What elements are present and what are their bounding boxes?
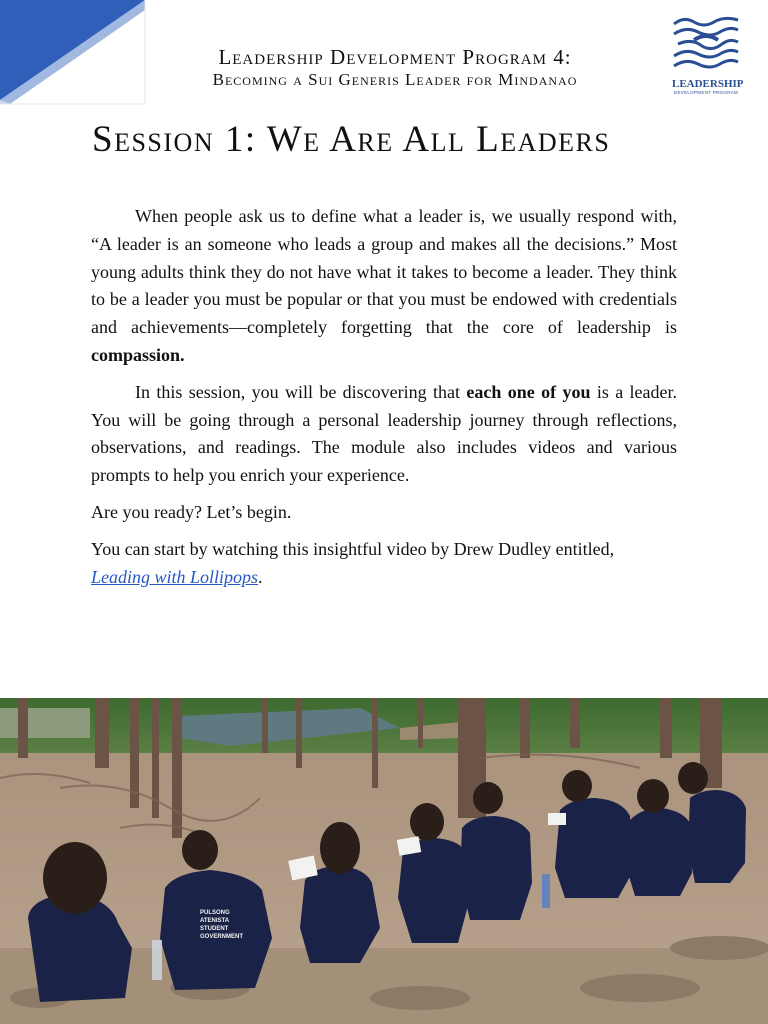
shirt-text-4: GOVERNMENT: [200, 934, 244, 940]
paragraph-1: [91, 203, 677, 370]
paragraph-4-end: .: [258, 566, 263, 587]
session-title: Session 1: We Are All Leaders: [92, 119, 611, 160]
body-text: [91, 203, 677, 600]
group-photo: [0, 698, 768, 1024]
paragraph-3: Are you ready? Let’s begin.: [91, 501, 292, 522]
paragraph-2-after: is a leader. You will be going through a personal leadership journey through reflections, observations, and readings. The module also includes videos and various prompts to help you enrich your experience.: [91, 381, 678, 486]
logo-subtext: DEVELOPMENT PROGRAM: [673, 90, 739, 95]
paragraph-2-before: In this session, you will be discovering that: [135, 381, 467, 402]
paragraph-4: [91, 536, 677, 592]
paragraph-4-text: You can start by watching this insightful video by Drew Dudley entitled,: [91, 538, 615, 559]
shirt-text-3: STUDENT: [200, 926, 229, 932]
shirt-text-2: ATENISTA: [200, 918, 230, 924]
paragraph-1-text: When people ask us to define what a leader is, we usually respond with, “A leader is an someone who leads a group and makes all the decisions.” Most young adults think they do not have what it takes to become a leader. They think to be a leader you must be popular or that you must be endowed with credentials and achievements—completely forgetting that the core of leadership is: [91, 206, 677, 338]
corner-decoration: [0, 0, 150, 110]
program-title: Leadership Development Program 4:: [218, 45, 572, 69]
program-subtitle: Becoming a Sui Generis Leader for Mindanao: [212, 70, 578, 89]
paragraph-2: [91, 379, 677, 490]
logo-wordmark: LEADERSHIP: [672, 78, 744, 90]
paragraph-1-bold: compassion.: [91, 344, 185, 365]
leading-with-lollipops-link[interactable]: Leading with Lollipops: [91, 566, 259, 587]
program-header: [140, 44, 650, 90]
shirt-text-1: PULSONG: [200, 910, 230, 916]
paragraph-2-bold: each one of you: [466, 381, 591, 402]
